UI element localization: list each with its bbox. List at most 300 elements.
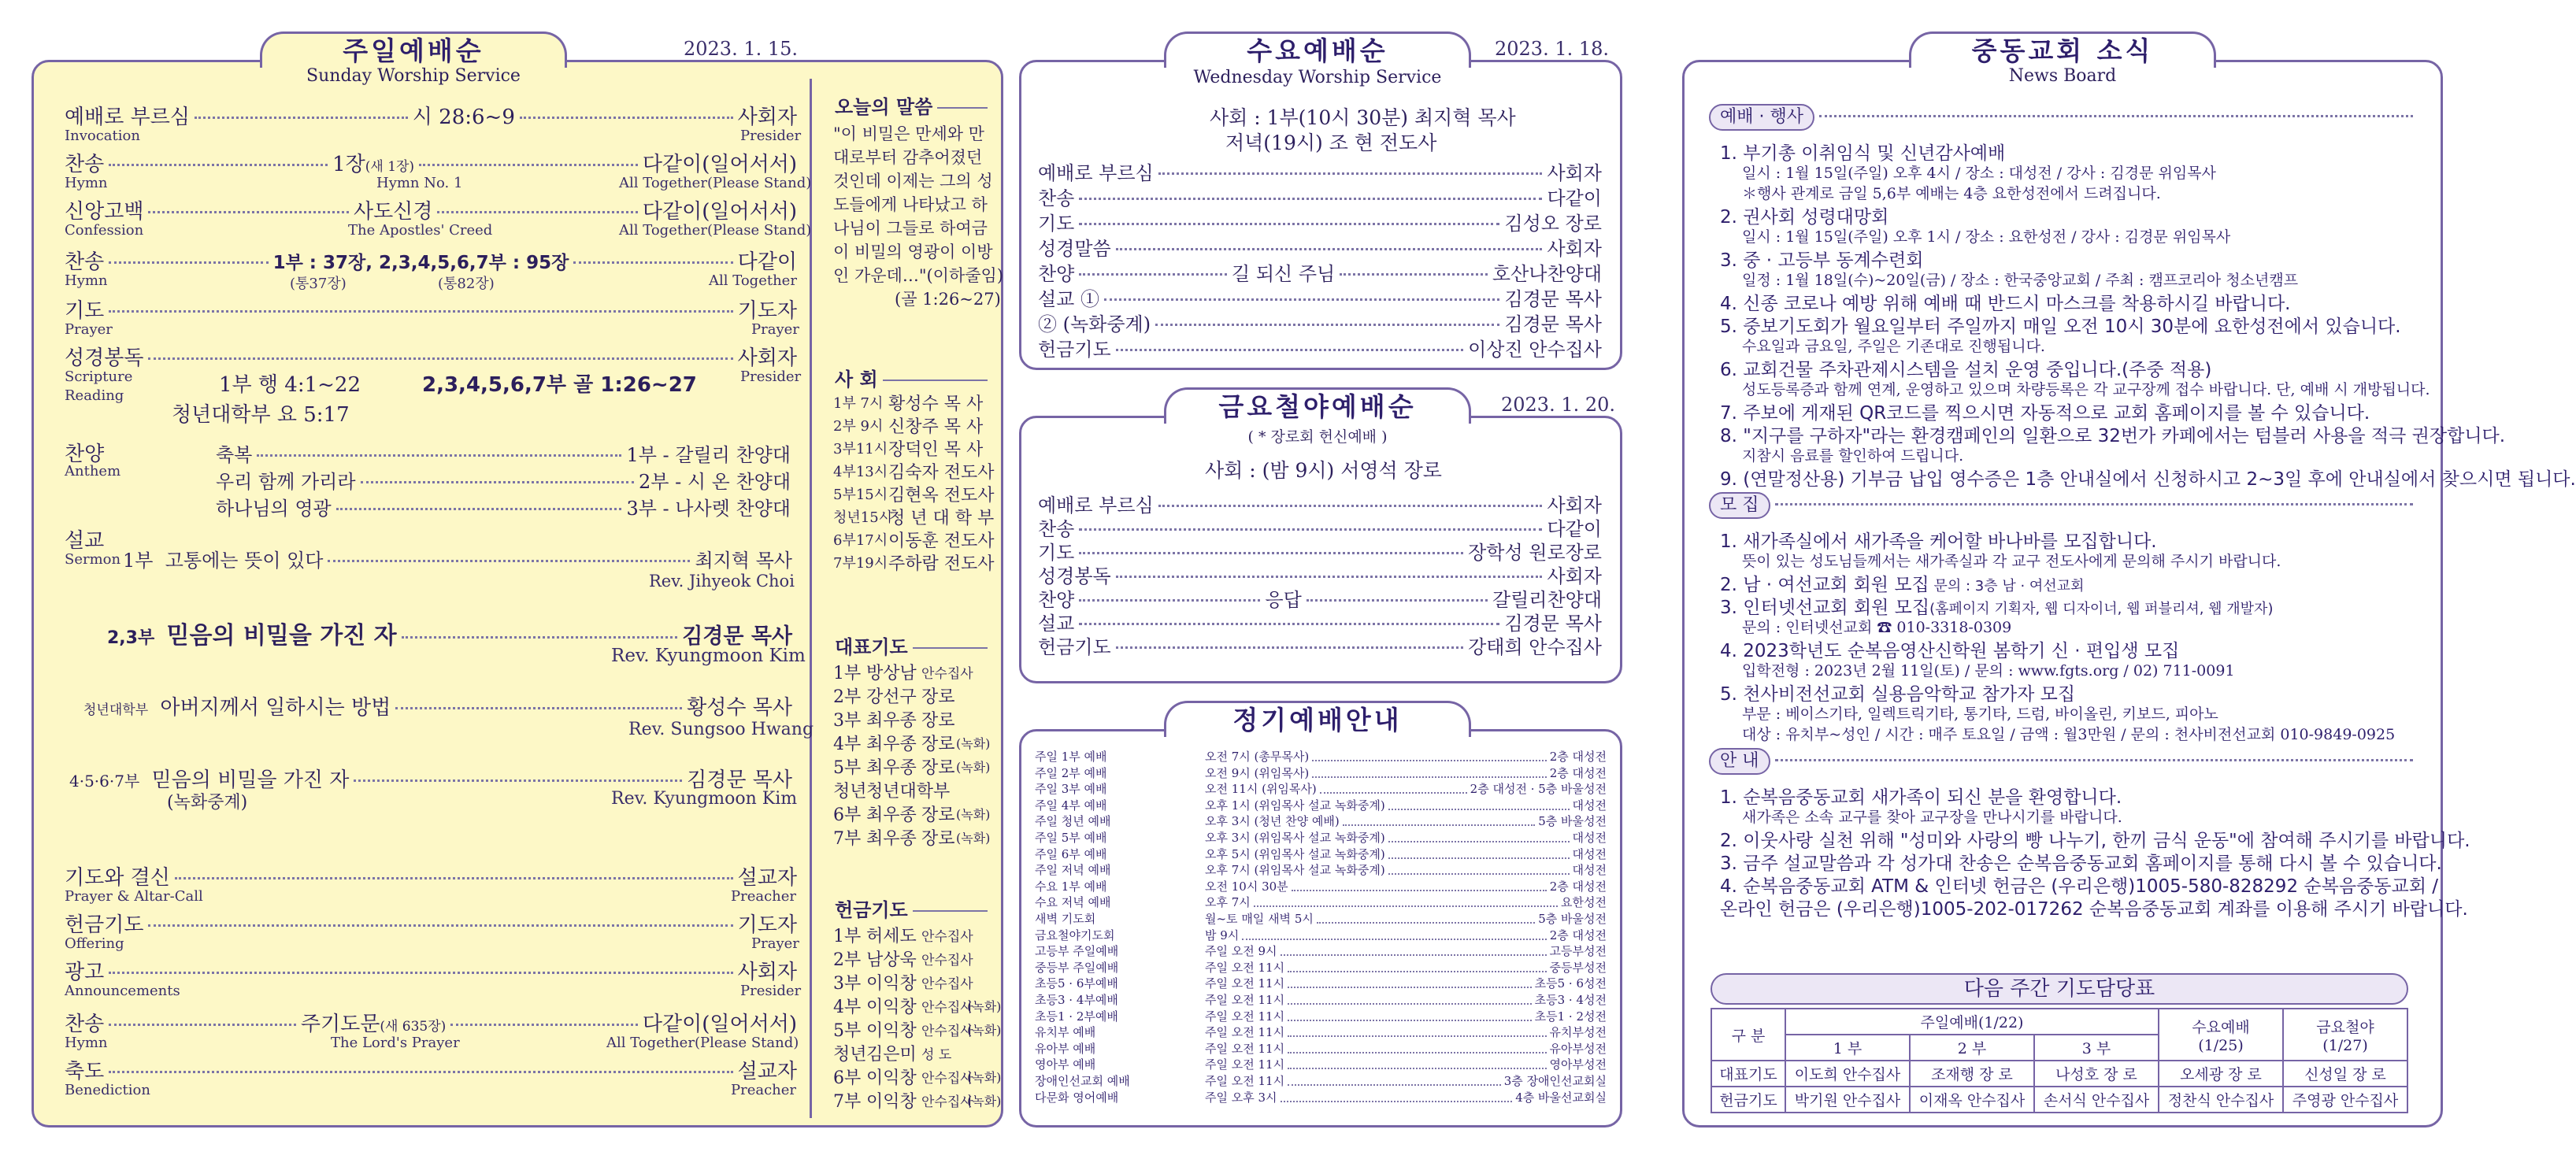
news-heading-note: 문의 : 3층 남 · 여선교회 [1929,578,2085,594]
order-hymn-2: 찬송 1부 : 37장, 2,3,4,5,6,7부 : 95장 다같이 [65,250,798,274]
person-title: 안수집사 [921,953,973,968]
order-row [1038,157,1602,185]
news-subtitle: News Board [2008,66,2117,86]
host-name: 김숙자 전도사 [888,463,995,483]
part-label: 청년 [833,1045,867,1065]
en-center: Hymn No. 1 [376,175,463,191]
recorded-note: (녹화) [967,1023,1002,1038]
order-role: 김경문 목사 [1504,288,1602,310]
en-label: Confession [65,222,144,239]
person-name: 이익창 [866,1068,917,1088]
host-title: 사 회 [835,364,992,391]
person-name: 최우종 [866,829,917,849]
news-detail: 뜻이 있는 성도님들께서는 새가족실과 각 교구 전도사에게 문의해 주시기 바랍니다. [1742,553,2281,570]
order-role: 장학성 원로장로 [1468,542,1602,564]
service-name: 수요 저녁 예배 [1035,895,1111,910]
service-place: 대성전 [1572,863,1607,878]
table-cell: 손서식 안수집사 [2034,1087,2159,1113]
part-label: 6부 [833,805,862,825]
en-role: Preacher [731,1082,797,1098]
leader-dots [1292,875,1547,891]
order-row [1038,631,1602,659]
news-detail: 수요일과 금요일, 주일은 기존대로 진행됩니다. [1742,338,2045,355]
person-name: 이익창 [866,998,917,1017]
order-row [1038,309,1602,336]
schedule-row [1035,1089,1607,1105]
part-label: 청년 [833,782,867,802]
part-label: 2부 [833,950,862,970]
order-role: 호산나찬양대 [1492,263,1603,285]
sermon-3: 청년대학부 아버지께서 일하시는 방법 황성수 목사 [83,696,792,720]
sunday-title: 주일예배순 [260,31,567,68]
leader-dots [1242,924,1546,940]
person-title: 안수집사 [921,1000,973,1016]
table-cell: 신성일 장 로 [2283,1061,2407,1087]
col-part-2: 2 부 [1910,1035,2034,1061]
service-time: 오후 5시 (위임목사 설교 녹화중계) [1205,846,1385,861]
order-label: 찬양 [1038,589,1075,611]
leader-dots [1307,599,1488,602]
order-role: 다같이 [1547,187,1602,209]
section-header [1709,104,2418,131]
service-time: 오후 3시 (청년 찬양 예배) [1205,814,1340,829]
pastor-en: Rev. Kyungmoon Kim [611,646,806,666]
leader-dots [1388,858,1570,875]
table-cell: 대표기도 [1711,1061,1785,1087]
service-place: 4층 바울선교회실 [1515,1090,1607,1105]
table-row [1711,1061,2407,1087]
host-name: 김현옥 전도사 [888,486,995,505]
en-role: All Together(Please Stand) [619,175,812,191]
friday-note: ( * 장로회 헌신예배 ) [1247,428,1388,446]
order-hymn: 찬송 1장 (새 1장) 다같이(일어서서) [65,153,798,176]
wednesday-host: 사회 : 1부(10시 30분) 최지혁 목사 [1210,106,1516,129]
service-place: 대성전 [1572,798,1607,813]
order-label: 설교 [1038,613,1075,635]
news-detail: 일정 : 1월 18일(수)~20일(금) / 장소 : 한국중앙교회 / 주최 : 캠프코리아 청소년캠프 [1742,272,2299,289]
service-name: 영아부 예배 [1035,1057,1096,1072]
person-name: 남상욱 [866,950,917,970]
news-heading: 2. 이웃사랑 실천 위해 "성미와 사랑의 빵 나누기, 한끼 금식 운동"에 참여해 주시기를 바랍니다. [1720,831,2470,851]
leader-dots [1079,623,1499,625]
today-word-title: 오늘의 말씀 [835,91,992,119]
news-heading: 9. (연말정산용) 기부금 납입 영수증은 1층 안내실에서 신청하시고 2~3일 후에 안내실에서 찾으시면 됩니다. [1720,469,2576,490]
part-label: 1부 [833,927,862,946]
news-detail: 일시 : 1월 15일(주일) 오후 1시 / 장소 : 요한성전 / 강사 : 김경문 위임목사 [1742,228,2231,246]
recorded-note: (녹화) [956,736,991,751]
sunday-date: 2023. 1. 15. [684,38,799,60]
word-line: 인 가운데…"(이하줄임) [833,266,1004,285]
leader-dots [1320,777,1467,794]
order-label: 예배로 부르심 [1038,494,1154,517]
leader-dots [1288,988,1532,1005]
en-label: Offering [65,935,124,952]
person-title: 안수집사 [921,976,973,992]
person-title: 안수집사 [921,1094,973,1110]
news-heading: 1. 부기총 이취임식 및 신년감사예배 [1720,143,2006,164]
news-heading: 5. 중보기도회가 월요일부터 주일까지 매일 오전 10시 30분에 요한성전에서 있습니다. [1720,317,2401,337]
en-role: Prayer [751,321,799,338]
pastor-en: Rev. Jihyeok Choi [649,572,795,591]
table-cell: 나성호 장 로 [2034,1061,2159,1087]
en-role: All Together [709,272,797,289]
person-name: 강선구 [866,687,917,707]
rep-prayer-title: 대표기도 [835,631,992,659]
leader-dots [1158,505,1543,507]
en-label: Announcements [65,983,180,999]
order-anthem: 찬양 [65,442,105,466]
leader-dots [1388,794,1570,810]
service-time: 주일 오전 11시 [1205,1074,1285,1088]
news-heading: 온라인 헌금은 (우리은행)1005-202-017262 순복음중동교회 계좌를 이용해 주시기 바랍니다. [1720,899,2468,920]
person-title: 장로 [921,711,955,731]
offering-prayer-title: 헌금기도 [835,894,992,922]
order-offering: 헌금기도 기도자 [65,913,797,937]
order-altar: 기도와 결신 설교자 [65,866,797,890]
news-heading: 4. 2023학년도 순복음영산신학원 봄학기 신 · 편입생 모집 [1720,641,2180,661]
en-role: Prayer [751,935,799,952]
en-role: All Together(Please Stand) [619,222,812,239]
service-place: 유아부성전 [1549,1041,1607,1056]
order-role: 김경문 목사 [1504,613,1602,635]
news-detail: 입학전형 : 2023년 2월 11일(토) / 문의 : www.fgts.org / 02) 711-0091 [1742,662,2235,679]
col-category: 구 분 [1711,1009,1785,1061]
order-role: 사회자 [1547,494,1602,517]
order-role: 갈릴리찬양대 [1492,589,1603,611]
prayer-schedule-table [1711,1008,2408,1113]
wednesday-date: 2023. 1. 18. [1495,38,1610,60]
person-title: 안수집사 [921,1071,973,1087]
leader-dots [1317,907,1535,924]
wednesday-host-2: 저녁(19시) 조 현 전도사 [1225,131,1437,154]
leader-dots [1079,599,1260,602]
service-time: 주일 오전 11시 [1205,960,1285,975]
service-name: 유치부 예배 [1035,1025,1096,1040]
service-name: 주일 4부 예배 [1035,798,1107,813]
service-place: 요한성전 [1561,895,1607,910]
wednesday-subtitle: Wednesday Worship Service [1193,68,1442,87]
leader-dots [1288,1020,1546,1037]
order-label: 찬송 [1038,518,1075,540]
sermon-2: 2,3부 믿음의 비밀을 가진 자 김경문 목사 [107,622,792,650]
leader-dots [1254,891,1558,907]
person-title: 장로 [921,758,955,778]
service-place: 유치부성전 [1549,1025,1607,1040]
host-time: 3부11시 [833,441,888,457]
order-center: 응답 [1265,589,1302,611]
table-cell: 정찬식 안수집사 [2159,1087,2283,1113]
news-heading: 2. 남 · 여선교회 회원 모집 [1720,575,1929,595]
service-time: 오전 10시 30분 [1205,879,1288,894]
news-heading: 7. 주보에 게재된 QR코드를 찍으시면 자동적으로 교회 홈페이지를 볼 수 있습니다. [1720,403,2370,424]
news-detail: 대상 : 유치부~성인 / 시간 : 매주 토요일 / 금액 : 월3만원 / 문의 : 천사비전선교회 010-9849-0925 [1742,726,2396,743]
part-label: 4부 [833,735,862,754]
order-label: 기도 [1038,542,1075,564]
en-label: Invocation [65,128,140,144]
order-benediction: 축도 설교자 [65,1060,797,1083]
en-label: Reading [65,387,124,404]
service-name: 초등5 · 6부예배 [1035,976,1118,991]
service-time: 월~토 매일 새벽 5시 [1205,912,1314,926]
person-title: 장로 [921,735,955,754]
order-invocation: 예배로 부르심 시 28:6~9 사회자 [65,106,798,129]
host-name: 주하람 전도사 [888,554,995,574]
news-item [1720,894,2468,920]
en-label: Hymn [65,175,108,191]
sunday-subtitle: Sunday Worship Service [306,66,521,86]
service-time: 주일 오전 9시 [1205,944,1277,959]
leader-dots [1288,1005,1532,1021]
service-name: 고등부 주일예배 [1035,944,1119,959]
en-label: Hymn [65,272,108,289]
order-role: 김경문 목사 [1504,313,1602,335]
table-cell: 헌금기도 [1711,1087,1785,1113]
leader-dots [1079,528,1542,531]
person-name: 이익창 [866,974,917,994]
news-heading: 1. 새가족실에서 새가족을 케어할 바나바를 모집합니다. [1720,531,2157,552]
host-time: 1부 7시 [833,395,884,412]
col-part-1: 1 부 [1785,1035,1910,1061]
person-name: 이익창 [866,1021,917,1041]
news-detail: 성도등록증과 함께 연계, 운영하고 있으며 차량등록은 각 교구장께 접수 바랍니다. 단, 예배 시 개방됩니다. [1742,381,2430,398]
host-name: 장덕인 목 사 [888,440,984,460]
host-name: 신창주 목 사 [888,417,984,437]
word-line: (골 1:26~27) [895,290,1001,309]
service-place: 초등1 · 2성전 [1534,1009,1607,1024]
news-detail: 일시 : 1월 15일(주일) 오후 4시 / 장소 : 대성전 / 강사 : 김경문 위임목사 [1742,165,2216,182]
recorded-note: (녹화) [956,807,991,822]
service-time: 오전 7시 (총무목사) [1205,750,1310,764]
service-place: 초등5 · 6성전 [1534,976,1607,991]
leader-dots [1288,1037,1546,1053]
service-name: 주일 6부 예배 [1035,846,1107,861]
service-name: 초등3 · 4부예배 [1035,993,1118,1007]
table-cell: 조재행 장 로 [1910,1061,2034,1087]
leader-dots [1079,223,1499,225]
leader-dots [1775,759,2414,761]
person-name: 최우종 [866,711,917,731]
person-name: 이익창 [866,1092,917,1112]
order-label: 찬양 [1038,263,1075,285]
col-sunday: 주일예배(1/22) [1785,1009,2159,1035]
word-line: 이 비밀의 영광이 이방 [833,243,993,261]
service-time: 오후 1시 (위임목사 설교 녹화중계) [1205,798,1385,813]
service-place: 2층 대성전 [1549,879,1607,894]
order-role: 사회자 [1547,238,1602,260]
host-time: 6부17시 [833,532,888,549]
person-title: 장로 [921,829,955,849]
order-prayer: 기도 기도자 [65,299,797,323]
person-name: 최우종 [866,805,917,825]
order-label: 예배로 부르심 [1038,162,1154,184]
scripture-ref: 청년대학부 요 5:17 [172,403,350,427]
order-label: 설교 ① [1038,288,1099,310]
news-detail: 부문 : 베이스기타, 일렉트릭기타, 통기타, 드럼, 바이올린, 키보드, 피아노 [1742,705,2218,723]
leader-dots [1288,1069,1501,1086]
service-name: 중등부 주일예배 [1035,960,1119,975]
service-place: 영아부성전 [1549,1057,1607,1072]
section-pill: 안 내 [1709,748,1770,775]
service-time: 주일 오전 11시 [1205,993,1285,1007]
regular-title: 정기예배안내 [1164,701,1471,737]
part-label: 4부 [833,998,862,1017]
service-name: 주일 5부 예배 [1035,831,1107,845]
en-center: The Apostles' Creed [348,222,493,239]
anthem-line: 하나님의 영광 3부 - 나사렛 찬양대 [216,498,791,520]
person-name: 최우종 [866,735,917,754]
col-friday: 금요철야 (1/27) [2283,1009,2407,1061]
person-title: 안수집사 [921,1024,973,1039]
part-label: 3부 [833,711,862,731]
leader-dots [1281,939,1547,956]
host-name: 청 년 대 학 부 [888,509,995,528]
table-cell: 이재옥 안수집사 [1910,1087,2034,1113]
person-title: 성 도 [921,1047,952,1063]
order-row [1038,208,1602,235]
prayer-table-title: 다음 주간 기도담당표 [1711,973,2408,1005]
part-label: 5부 [833,1021,862,1041]
order-center: 길 되신 주님 [1232,263,1336,285]
news-heading: 8. "지구를 구하자"라는 환경캠페인의 일환으로 32번가 카페에서는 텀블러 사용을 적극 권장합니다. [1720,426,2506,446]
service-name: 장애인선교회 예배 [1035,1074,1130,1088]
service-time: 오전 9시 (위임목사) [1205,765,1310,780]
friday-date: 2023. 1. 20. [1501,394,1616,416]
news-heading: 2. 권사회 성령대망회 [1720,207,1889,228]
service-place: 2층 대성전 [1549,928,1607,942]
service-place: 5층 바울성전 [1538,814,1607,829]
order-label: ② (녹화중계) [1038,313,1151,335]
person-title: 장로 [921,805,955,825]
person-name: 최우종 [866,758,917,778]
pastor-en: Rev. Kyungmoon Kim [611,789,798,809]
en-label: Hymn [65,1035,108,1051]
person-title: 안수집사 [921,666,973,682]
leader-dots [1116,646,1463,649]
section-pill: 모 집 [1709,492,1770,519]
service-time: 주일 오후 3시 [1205,1090,1277,1105]
news-item [1720,465,2576,491]
order-label: 기도 [1038,213,1075,235]
order-row [1038,258,1602,286]
service-place: 2층 대성전 · 5층 바울성전 [1470,782,1607,797]
en-label: Sermon [65,551,121,568]
news-detail: 새가족은 소속 교구를 찾아 교구장을 만나시기를 바랍니다. [1742,809,2122,826]
leader-dots [1288,1053,1546,1069]
leader-dots [1388,842,1570,859]
order-announcements: 광고 사회자 [65,961,797,984]
leader-dots [1079,273,1227,276]
en-label: Anthem [65,463,121,480]
friday-host: 사회 : (밤 9시) 서영석 장로 [1205,459,1442,482]
service-name: 초등1 · 2부예배 [1035,1009,1118,1024]
section-header [1709,748,2418,775]
service-name: 주일 저녁 예배 [1035,863,1111,878]
news-heading-note: (홈페이지 기획자, 웹 디자이너, 웹 퍼블리셔, 웹 개발자) [1929,601,2274,617]
service-time: 밤 9시 [1205,928,1240,942]
host-time: 5부15시 [833,487,888,503]
part-label: 7부 [833,829,862,849]
order-role: 사회자 [1547,565,1602,587]
word-line: 나님이 그들로 하여금 [833,219,988,238]
leader-dots [1312,745,1547,761]
leader-dots [1343,809,1536,826]
service-time: 주일 오전 11시 [1205,1025,1285,1040]
en-role: Presider [740,368,802,385]
recorded-note: (녹화) [967,1070,1002,1085]
en-center: The Lord's Prayer [331,1035,460,1051]
table-row [1711,1087,2407,1113]
leader-dots [1116,576,1543,578]
order-role: 사회자 [1547,162,1602,184]
en-label: Prayer & Altar-Call [65,888,203,905]
recorded-note: (녹화) [956,760,991,775]
en-label: Benediction [65,1082,150,1098]
news-title: 중동교회 소식 [1909,31,2216,68]
part-label: 1부 [833,664,862,683]
word-line: "이 비밀은 만세와 만 [833,124,984,143]
service-place: 2층 대성전 [1549,750,1607,764]
en-role: Preacher [731,888,797,905]
service-name: 주일 2부 예배 [1035,765,1107,780]
service-name: 다문화 영어예배 [1035,1090,1119,1105]
order-label: 헌금기도 [1038,339,1111,361]
service-time: 주일 오전 11시 [1205,976,1285,991]
order-label: 성경말씀 [1038,238,1111,260]
leader-dots [1288,972,1532,988]
person-name: 청년대학부 [866,782,951,802]
leader-dots [1079,552,1463,554]
leader-dots [1388,826,1570,842]
anthem-line: 우리 함께 가리라 2부 - 시 온 찬양대 [216,471,791,493]
leader-dots [1079,198,1542,200]
service-name: 주일 1부 예배 [1035,750,1107,764]
part-label: 5부 [833,758,862,778]
news-heading: 3. 중 · 고등부 동계수련회 [1720,250,1924,271]
service-name: 주일 3부 예배 [1035,782,1107,797]
host-time: 7부19시 [833,555,888,572]
news-heading: 3. 금주 설교말씀과 각 성가대 찬송은 순복음중동교회 홈페이지를 통해 다시 볼 수 있습니다. [1720,854,2442,874]
part-label: 3부 [833,974,862,994]
hymn-sub: (통37장) [290,276,347,292]
service-time: 주일 오전 11시 [1205,1057,1285,1072]
word-line: 대로부터 감추어졌던 [833,148,983,167]
host-time: 4부13시 [833,464,888,480]
person-name: 김은미 [866,1045,917,1065]
part-label: 2부 [833,687,862,707]
pastor-en: Rev. Sungsoo Hwang [628,720,814,739]
friday-title: 금요철야예배순 [1164,387,1471,424]
service-place: 고등부성전 [1549,944,1607,959]
word-line: 것인데 이제는 그의 성 [833,172,993,191]
leader-dots [1775,503,2414,505]
en-role: All Together(Please Stand) [606,1035,799,1051]
sermon-4: 4·5·6·7부 믿음의 비밀을 가진 자 김경문 목사 [69,768,792,792]
service-time: 주일 오전 11시 [1205,1009,1285,1024]
host-time: 2부 9시 [833,418,884,435]
service-name: 주일 청년 예배 [1035,814,1111,829]
scripture-ref: 1부 행 4:1~22 [219,373,361,397]
news-detail: 지참시 음료를 할인하여 드립니다. [1742,447,1964,465]
news-heading: 3. 인터넷선교회 회원 모집 [1720,598,1930,618]
news-heading: 6. 교회건물 주차관제시스템을 설치 운영 중입니다.(주중 적용) [1720,360,2212,380]
leader-dots [1116,248,1543,250]
wednesday-title: 수요예배순 [1164,31,1471,68]
section-header [1709,492,2418,519]
service-time: 주일 오전 11시 [1205,1041,1285,1056]
service-place: 중등부성전 [1549,960,1607,975]
order-role: 강태희 안수집사 [1468,636,1602,658]
news-heading: 4. 신종 코로나 예방 위해 예배 때 반드시 마스크를 착용하시길 바랍니다. [1720,294,2291,314]
